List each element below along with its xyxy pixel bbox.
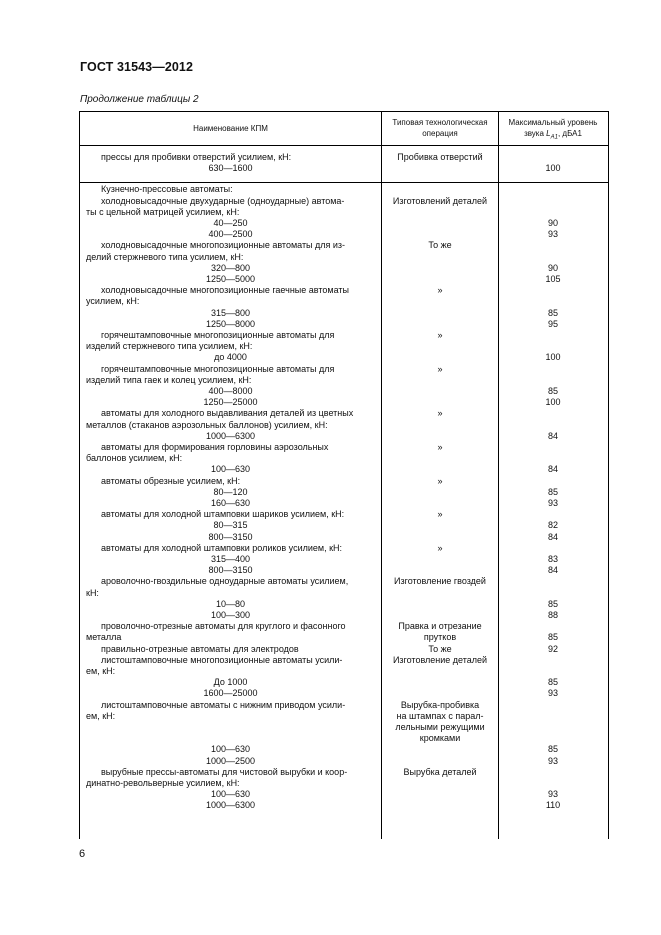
table-row bbox=[80, 621, 608, 632]
cell-noise-level: 82 bbox=[547, 520, 558, 531]
cell-name: 1250—5000 bbox=[205, 274, 256, 284]
cell-noise-level: 90 bbox=[547, 218, 558, 228]
table-row bbox=[80, 330, 608, 341]
cell-noise-level: 95 bbox=[547, 318, 558, 329]
cell-noise-level: 83 bbox=[547, 554, 558, 564]
table-row bbox=[80, 352, 608, 363]
noise-prefix: звука bbox=[524, 129, 547, 138]
cell-noise-level: 90 bbox=[547, 262, 558, 273]
column-header-noise-level bbox=[499, 117, 607, 144]
cell-operation: То же bbox=[428, 240, 452, 251]
table-row bbox=[80, 700, 608, 711]
cell-name: 100—630 bbox=[210, 789, 251, 800]
cell-name: 630—1600 bbox=[208, 163, 253, 174]
column-header-operation bbox=[382, 117, 498, 139]
cell-name: проволочно-отрезные автоматы для круглого и фасонного bbox=[101, 621, 346, 632]
cell-operation: кромками bbox=[419, 733, 461, 744]
noise-level-table bbox=[79, 111, 609, 839]
cell-noise-level: 93 bbox=[547, 755, 558, 766]
table-row bbox=[80, 184, 608, 195]
table-row bbox=[80, 543, 608, 554]
table-row bbox=[80, 655, 608, 666]
table-row bbox=[80, 576, 608, 587]
table-row bbox=[80, 789, 608, 800]
column-header-name: Наименование КПМ bbox=[193, 124, 268, 133]
cell-name: металлов (стаканов аэрозольных баллонов) усилием, кН: bbox=[86, 419, 328, 430]
cell-name: 1000—6300 bbox=[205, 430, 256, 441]
cell-name: холодновысадочные двухударные (одноударные) автома- bbox=[101, 195, 345, 206]
cell-operation: Изготовлений деталей bbox=[392, 195, 488, 206]
table-row bbox=[80, 319, 608, 330]
table-row bbox=[80, 733, 608, 744]
cell-noise-level: 92 bbox=[547, 643, 558, 654]
cell-name: 100—630 bbox=[210, 464, 251, 475]
cell-noise-level: 105 bbox=[545, 274, 561, 284]
cell-name: 1250—8000 bbox=[205, 318, 256, 329]
cell-noise-level: 93 bbox=[547, 229, 558, 240]
table-row bbox=[80, 565, 608, 576]
cell-name: автоматы для холодной штамповки шариков усилием, кН: bbox=[101, 509, 345, 520]
cell-noise-level: 84 bbox=[547, 464, 558, 475]
cell-name: вырубные прессы-автоматы для чистовой вырубки и коор- bbox=[101, 766, 348, 777]
cell-noise-level: 84 bbox=[547, 531, 558, 542]
cell-name: горячештамповочные многопозиционные автоматы для bbox=[101, 363, 335, 374]
cell-name: изделий типа гаек и колец усилием, кН: bbox=[86, 374, 252, 385]
cell-noise-level: 84 bbox=[547, 565, 558, 576]
table-row bbox=[80, 163, 608, 174]
table-row bbox=[80, 498, 608, 509]
cell-name: правильно-отрезные автоматы для электродов bbox=[101, 643, 299, 654]
cell-noise-level: 88 bbox=[547, 610, 558, 620]
table-row bbox=[80, 688, 608, 699]
table-row bbox=[80, 644, 608, 655]
table-row bbox=[80, 666, 608, 677]
cell-name: 100—300 bbox=[210, 610, 251, 620]
table-row bbox=[80, 341, 608, 352]
cell-operation: Изготовление деталей bbox=[392, 654, 488, 665]
table-row bbox=[80, 554, 608, 565]
table-row bbox=[80, 520, 608, 531]
cell-name: 1000—2500 bbox=[205, 755, 256, 766]
table-row bbox=[80, 207, 608, 218]
cell-name: 400—8000 bbox=[208, 386, 253, 396]
cell-name: листоштамповочные автоматы с нижним приводом усили- bbox=[101, 699, 346, 710]
table-row bbox=[80, 196, 608, 207]
table-row bbox=[80, 453, 608, 464]
table-row bbox=[80, 308, 608, 319]
table-row bbox=[80, 252, 608, 263]
cell-operation: Изготовление гвоздей bbox=[394, 576, 486, 587]
cell-name: горячештамповочные многопозиционные автоматы для bbox=[101, 330, 335, 340]
cell-name: 800—3150 bbox=[208, 531, 253, 542]
cell-operation: То же bbox=[428, 643, 452, 654]
cell-noise-level: 100 bbox=[545, 163, 561, 174]
cell-operation: Правка и отрезание bbox=[398, 621, 482, 632]
table-row bbox=[80, 800, 608, 811]
table-continuation-caption: Продолжение таблицы 2 bbox=[80, 94, 199, 105]
table-row bbox=[80, 431, 608, 442]
cell-operation: » bbox=[437, 509, 443, 520]
cell-name: усилием, кН: bbox=[86, 296, 140, 307]
cell-name: 80—315 bbox=[213, 520, 248, 531]
cell-noise-level: 85 bbox=[547, 307, 558, 318]
cell-name: автоматы для формирования горловины аэрозольных bbox=[101, 442, 329, 452]
cell-name: 320—800 bbox=[210, 262, 251, 273]
document-header: ГОСТ 31543—2012 bbox=[80, 60, 194, 74]
table-row bbox=[80, 476, 608, 487]
cell-noise-level: 85 bbox=[547, 677, 558, 688]
table-row bbox=[80, 464, 608, 475]
table-row bbox=[80, 744, 608, 755]
cell-noise-level: 93 bbox=[547, 688, 558, 699]
cell-name: делий стержневого типа усилием, кН: bbox=[86, 251, 244, 262]
column-header-noise-line1: Максимальный уровень bbox=[508, 118, 598, 127]
cell-operation: » bbox=[437, 330, 443, 340]
table-row bbox=[80, 778, 608, 789]
page-number: 6 bbox=[79, 848, 86, 860]
cell-operation: » bbox=[437, 475, 443, 486]
cell-name: 1600—25000 bbox=[203, 688, 258, 699]
column-header-operation-line1: Типовая технологическая bbox=[392, 118, 488, 127]
cell-name: 400—2500 bbox=[208, 229, 253, 240]
cell-name: холодновысадочные многопозиционные автоматы для из- bbox=[101, 240, 346, 251]
table-row bbox=[80, 610, 608, 621]
cell-name: 315—400 bbox=[210, 554, 251, 564]
table-row bbox=[80, 285, 608, 296]
noise-subscript: A1 bbox=[550, 134, 558, 141]
cell-name: баллонов усилием, кН: bbox=[86, 453, 183, 464]
cell-name: 315—800 bbox=[210, 307, 251, 318]
table-row bbox=[80, 756, 608, 767]
header-bottom-rule bbox=[80, 182, 608, 183]
cell-name: ем, кН: bbox=[86, 666, 116, 676]
cell-name: до 4000 bbox=[214, 352, 247, 363]
cell-name: автоматы обрезные усилием, кН: bbox=[101, 475, 241, 486]
cell-name: автоматы для холодной штамповки роликов усилием, кН: bbox=[101, 542, 343, 553]
table-row bbox=[80, 408, 608, 419]
cell-name: изделий стержневого типа усилием, кН: bbox=[86, 341, 253, 352]
table-row bbox=[80, 722, 608, 733]
cell-noise-level: 93 bbox=[547, 789, 558, 800]
table-row bbox=[80, 218, 608, 229]
cell-operation: » bbox=[437, 542, 443, 553]
cell-name: 80—120 bbox=[213, 486, 248, 497]
table-row bbox=[80, 420, 608, 431]
cell-name: кН: bbox=[86, 587, 99, 598]
cell-name: металла bbox=[86, 632, 122, 643]
table-row bbox=[80, 677, 608, 688]
cell-name: холодновысадочные многопозиционные гаечные автоматы bbox=[101, 285, 349, 296]
cell-name: ты с цельной матрицей усилием, кН: bbox=[86, 206, 240, 217]
cell-operation: » bbox=[437, 442, 443, 452]
cell-name: аров​олочно-гвоздильные одноударные автоматы усилием, bbox=[101, 576, 349, 587]
cell-operation: » bbox=[437, 408, 443, 419]
table-row bbox=[80, 632, 608, 643]
cell-name: До 1000 bbox=[213, 677, 248, 688]
cell-noise-level: 85 bbox=[547, 386, 558, 396]
cell-operation: Вырубка деталей bbox=[403, 766, 477, 777]
cell-noise-level: 85 bbox=[547, 744, 558, 755]
table-row bbox=[80, 532, 608, 543]
table-row bbox=[80, 375, 608, 386]
cell-noise-level: 85 bbox=[547, 632, 558, 643]
cell-name: автоматы для холодного выдавливания деталей из цветных bbox=[101, 408, 354, 419]
table-row bbox=[80, 364, 608, 375]
table-row bbox=[80, 296, 608, 307]
cell-noise-level: 84 bbox=[547, 430, 558, 441]
table-row bbox=[80, 588, 608, 599]
cell-name: 100—630 bbox=[210, 744, 251, 755]
header-divider bbox=[80, 145, 608, 146]
cell-noise-level: 100 bbox=[545, 397, 561, 408]
table-row bbox=[80, 397, 608, 408]
cell-name: 10—80 bbox=[215, 598, 246, 609]
table-row bbox=[80, 274, 608, 285]
cell-noise-level: 93 bbox=[547, 498, 558, 508]
cell-operation: Вырубка-пробивка bbox=[400, 699, 480, 710]
table-row bbox=[80, 711, 608, 722]
cell-operation: лельными режущими bbox=[395, 722, 485, 732]
table-row bbox=[80, 263, 608, 274]
cell-operation: на штампах с парал- bbox=[396, 710, 484, 721]
noise-suffix: , дБА1 bbox=[557, 129, 582, 138]
table-row bbox=[80, 442, 608, 453]
cell-noise-level: 85 bbox=[547, 598, 558, 609]
cell-name: 800—3150 bbox=[208, 565, 253, 576]
cell-operation: прутков bbox=[423, 632, 457, 643]
table-row bbox=[80, 240, 608, 251]
cell-noise-level: 85 bbox=[547, 486, 558, 497]
cell-noise-level: 110 bbox=[545, 800, 561, 811]
cell-noise-level: 100 bbox=[545, 352, 561, 363]
cell-name: Кузнечно-прессовые автоматы: bbox=[101, 184, 233, 195]
column-header-operation-line2: операция bbox=[422, 129, 458, 138]
table-row bbox=[80, 767, 608, 778]
noise-symbol: L bbox=[546, 129, 551, 138]
cell-name: 1000—6300 bbox=[205, 800, 256, 811]
column-header-noise-line2 bbox=[499, 128, 607, 144]
table-row bbox=[80, 509, 608, 520]
cell-operation: » bbox=[437, 363, 443, 374]
table-row bbox=[80, 487, 608, 498]
cell-name: листоштамповочные многопозиционные автоматы усили- bbox=[101, 654, 343, 665]
table-row bbox=[80, 229, 608, 240]
cell-name: 1250—25000 bbox=[203, 397, 258, 408]
cell-name: динатно-револьверные усилием, кН: bbox=[86, 778, 240, 788]
cell-name: 40—250 bbox=[213, 218, 248, 228]
table-row bbox=[80, 152, 608, 163]
table-row bbox=[80, 599, 608, 610]
cell-name: ем, кН: bbox=[86, 710, 116, 721]
cell-name: прессы для пробивки отверстий усилием, кН: bbox=[101, 152, 292, 162]
cell-operation: » bbox=[437, 285, 443, 296]
cell-name: 160—630 bbox=[210, 498, 251, 508]
table-row bbox=[80, 386, 608, 397]
cell-operation: Пробивка отверстий bbox=[397, 152, 483, 162]
